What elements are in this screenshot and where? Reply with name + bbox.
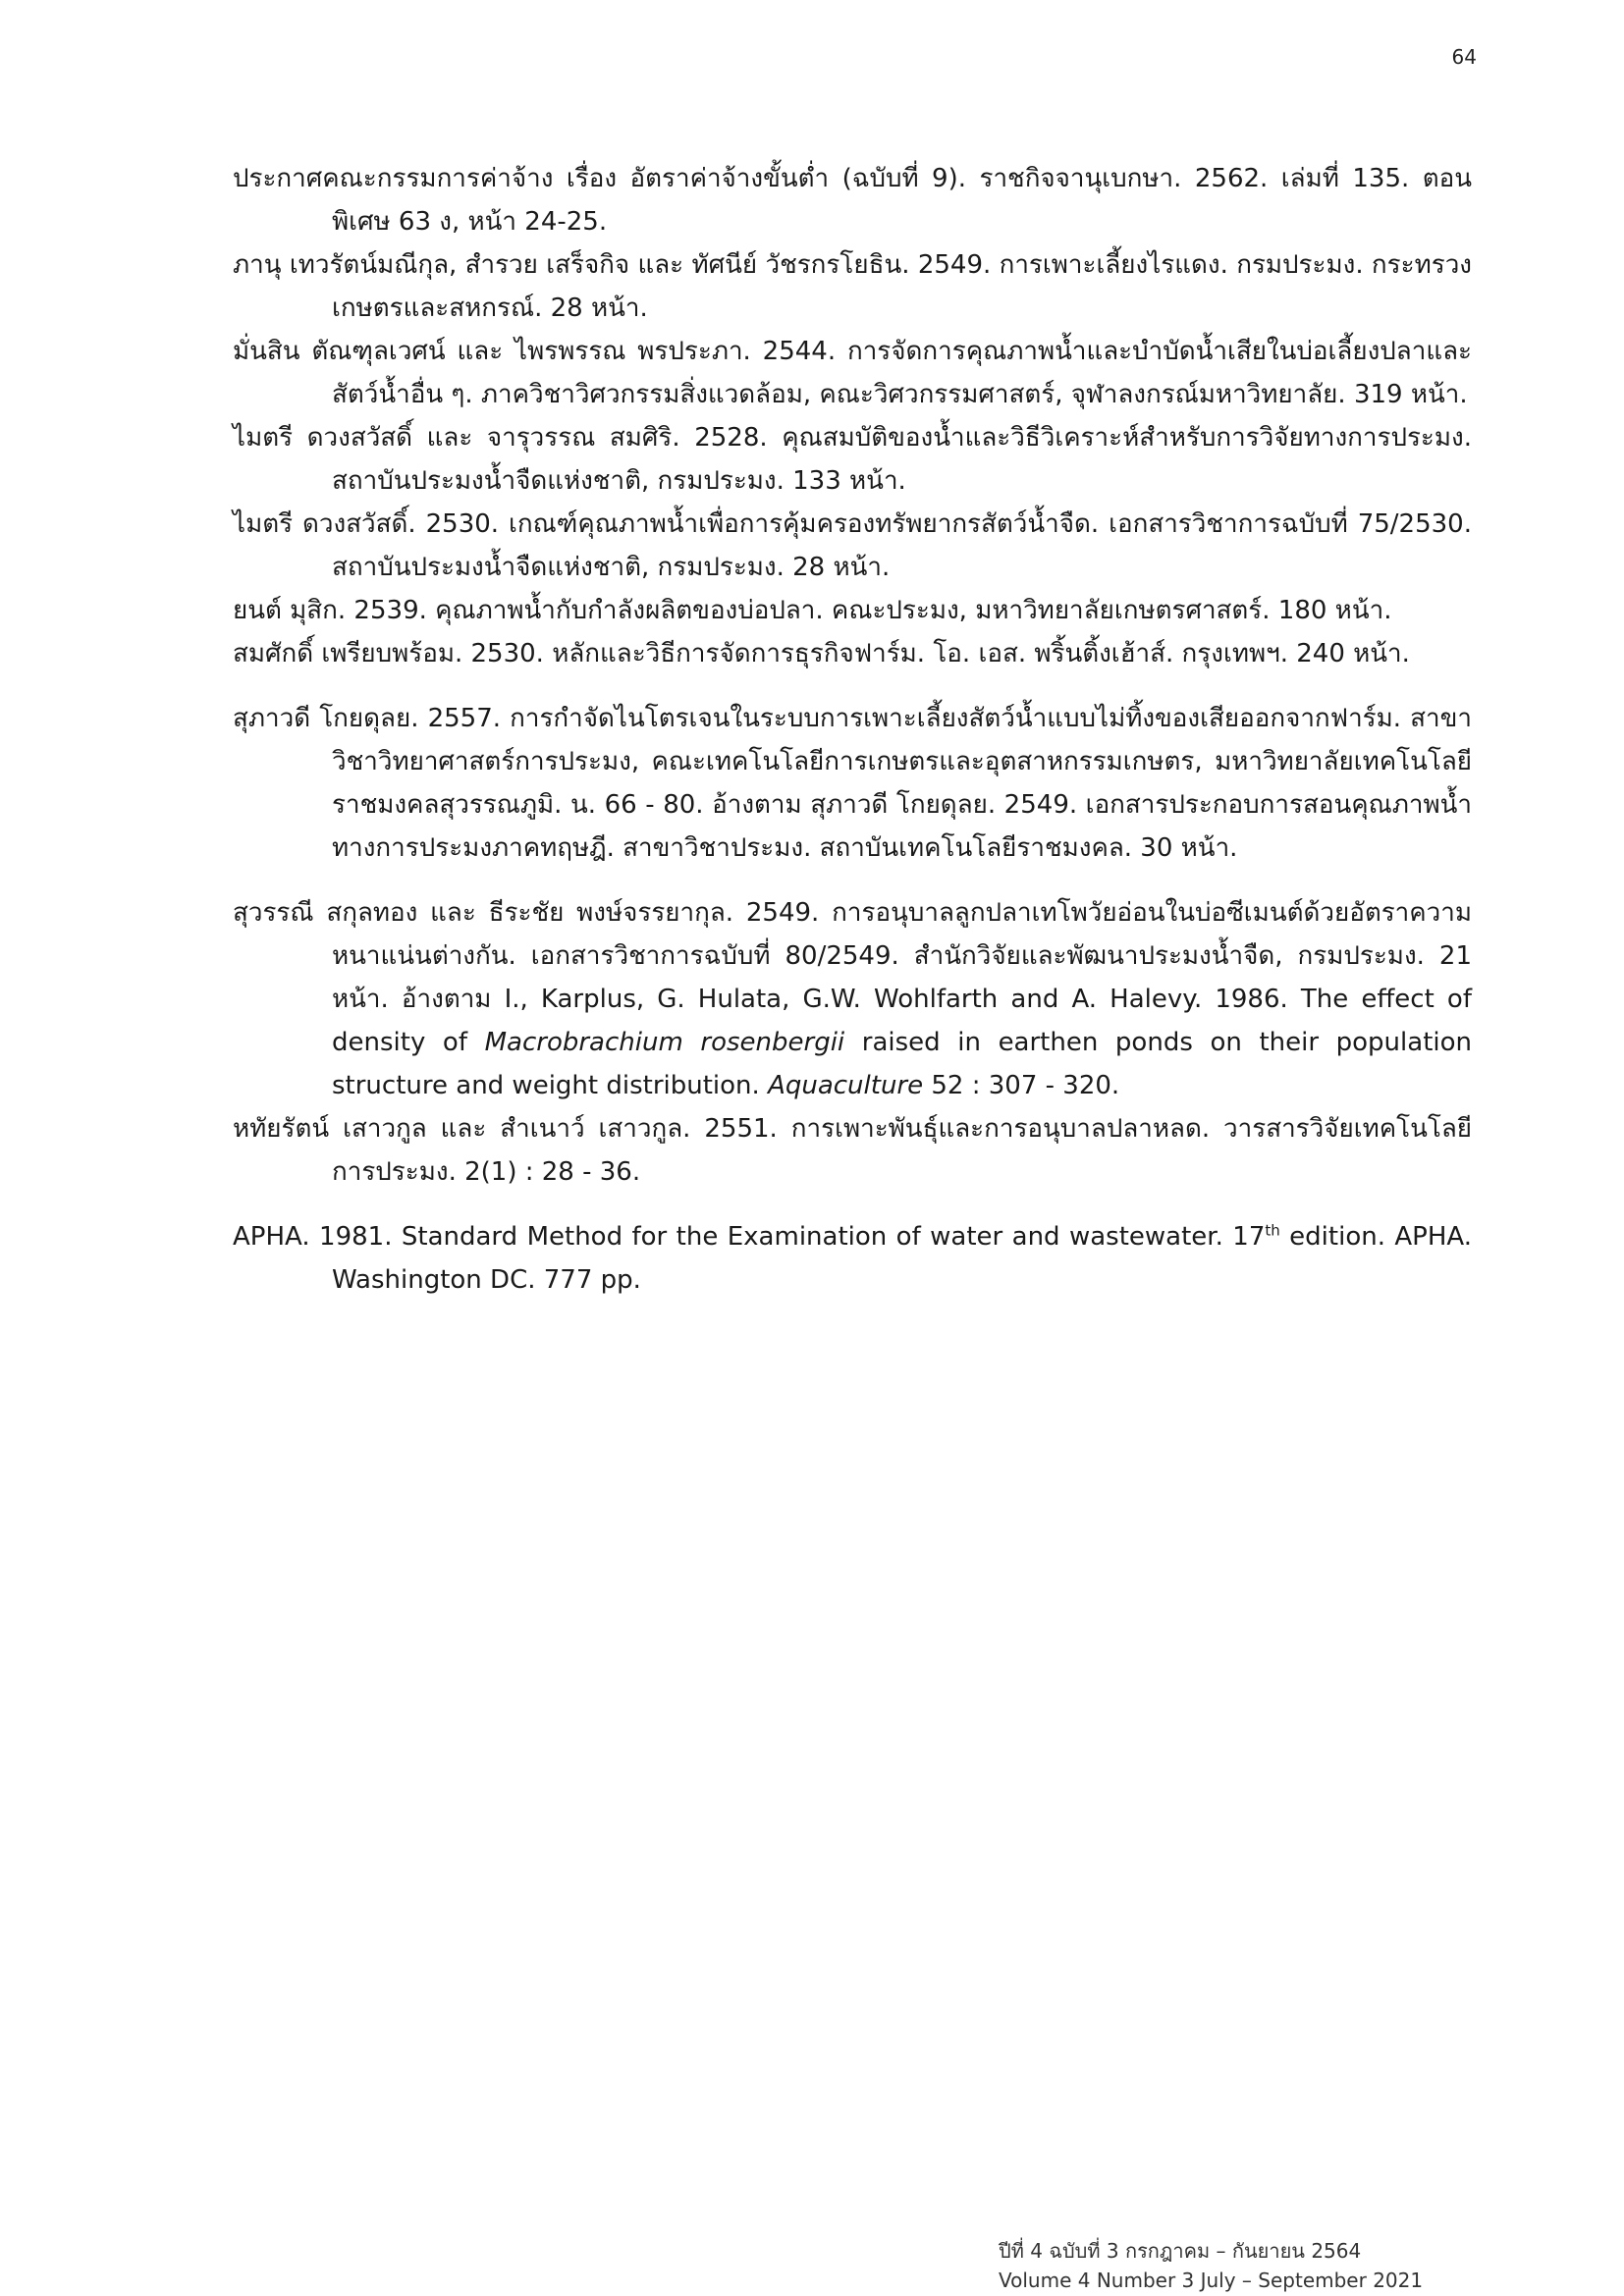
journal-name: Aquaculture	[768, 1071, 924, 1100]
reference-item: มั่นสิน ตัณฑุลเวศน์ และ ไพรพรรณ พรประภา. 2544. การจัดการคุณภาพน้ำและบำบัดน้ำเสียในบ่อเลี้ยงปลาและสัตว์น้ำอื่น ๆ. ภาควิชาวิศวกรรมสิ่งแวดล้อม, คณะวิศวกรรมศาสตร์, จุฬาลงกรณ์มหาวิทยาลัย. 319 หน้า.	[233, 337, 1472, 409]
reference-item: หทัยรัตน์ เสาวกูล และ สำเนาว์ เสาวกูล. 2551. การเพาะพันธุ์และการอนุบาลปลาหลด. วารสารวิจัยเทคโนโลยีการประมง. 2(1) : 28 - 36.	[233, 1114, 1472, 1187]
reference-item: ไมตรี ดวงสวัสดิ์. 2530. เกณฑ์คุณภาพน้ำเพื่อการคุ้มครองทรัพยากรสัตว์น้ำจืด. เอกสารวิชาการฉบับที่ 75/2530. สถาบันประมงน้ำจืดแห่งชาติ, กรมประมง. 28 หน้า.	[233, 509, 1472, 582]
reference-item: ประกาศคณะกรรมการค่าจ้าง เรื่อง อัตราค่าจ้างขั้นต่ำ (ฉบับที่ 9). ราชกิจจานุเบกษา. 2562. เล่มที่ 135. ตอนพิเศษ 63 ง, หน้า 24-25.	[233, 164, 1472, 237]
reference-text: raised in earthen ponds on their population structure and weight distribution.	[332, 1028, 1472, 1100]
footer-issue-english: Volume 4 Number 3 July – September 2021	[999, 2269, 1424, 2292]
superscript: th	[1265, 1221, 1280, 1240]
reference-item: สมศักดิ์ เพรียบพร้อม. 2530. หลักและวิธีการจัดการธุรกิจฟาร์ม. โอ. เอส. พริ้นติ้งเฮ้าส์. กรุงเทพฯ. 240 หน้า.	[233, 639, 1410, 668]
page-number: 64	[1451, 45, 1477, 69]
reference-item: ภานุ เทวรัตน์มณีกุล, สำรวย เสร็จกิจ และ ทัศนีย์ วัชรกรโยธิน. 2549. การเพาะเลี้ยงไรแดง. กรมประมง. กระทรวงเกษตรและสหกรณ์. 28 หน้า.	[233, 250, 1472, 323]
reference-item: ไมตรี ดวงสวัสดิ์ และ จารุวรรณ สมศิริ. 2528. คุณสมบัติของน้ำและวิธีวิเคราะห์สำหรับการวิจัยทางการประมง. สถาบันประมงน้ำจืดแห่งชาติ, กรมประมง. 133 หน้า.	[233, 423, 1472, 496]
reference-text: สุวรรณี สกุลทอง และ ธีระชัย พงษ์จรรยากุล. 2549. การอนุบาลลูกปลาเทโพวัยอ่อนในบ่อซีเมนต์ด้วยอัตราความหนาแน่นต่างกัน. เอกสารวิชาการฉบับที่ 80/2549. สำนักวิจัยและพัฒนาประมงน้ำจืด,	[233, 898, 1472, 971]
footer-issue-thai: ปีที่ 4 ฉบับที่ 3 กรกฎาคม – กันยายน 2564	[999, 2239, 1362, 2263]
reference-text: edition. APHA. Washington DC. 777 pp.	[332, 1222, 1472, 1295]
reference-list	[233, 157, 1472, 1302]
reference-item	[233, 1215, 1472, 1302]
footer	[999, 2236, 1423, 2295]
reference-item	[233, 891, 1472, 1107]
species-name: Macrobrachium rosenbergii	[484, 1028, 845, 1057]
reference-item: ยนต์ มุสิก. 2539. คุณภาพน้ำกับกำลังผลิตของบ่อปลา. คณะประมง, มหาวิทยาลัยเกษตรศาสตร์. 180 หน้า.	[233, 596, 1392, 625]
reference-text: APHA. 1981. Standard Method for the Examination of water and wastewater. 17	[233, 1222, 1266, 1252]
reference-text: 52 : 307 - 320.	[931, 1071, 1120, 1100]
reference-item: สุภาวดี โกยดุลย. 2557. การกำจัดไนโตรเจนในระบบการเพาะเลี้ยงสัตว์น้ำแบบไม่ทิ้งของเสียออกจากฟาร์ม. สาขาวิชาวิทยาศาสตร์การประมง, คณะเทคโนโลยีการเกษตรและอุตสาหกรรมเกษตร, มหาวิทยาลัยเทคโนโลยีราชมงคลสุวรรณภูมิ. น. 66 - 80. อ้างตาม สุภาวดี โกยดุลย. 2549. เอกสารประกอบการสอนคุณภาพน้ำทางการประมงภาคทฤษฎี. สาขาวิชาประมง. สถาบันเทคโนโลยีราชมงคล. 30 หน้า.	[233, 704, 1472, 863]
reference-text: กรมประมง. 21 หน้า. อ้างตาม I., Karplus, G. Hulata, G.W. Wohlfarth and A. Halevy. 1986. The effect of density of	[332, 941, 1473, 1057]
